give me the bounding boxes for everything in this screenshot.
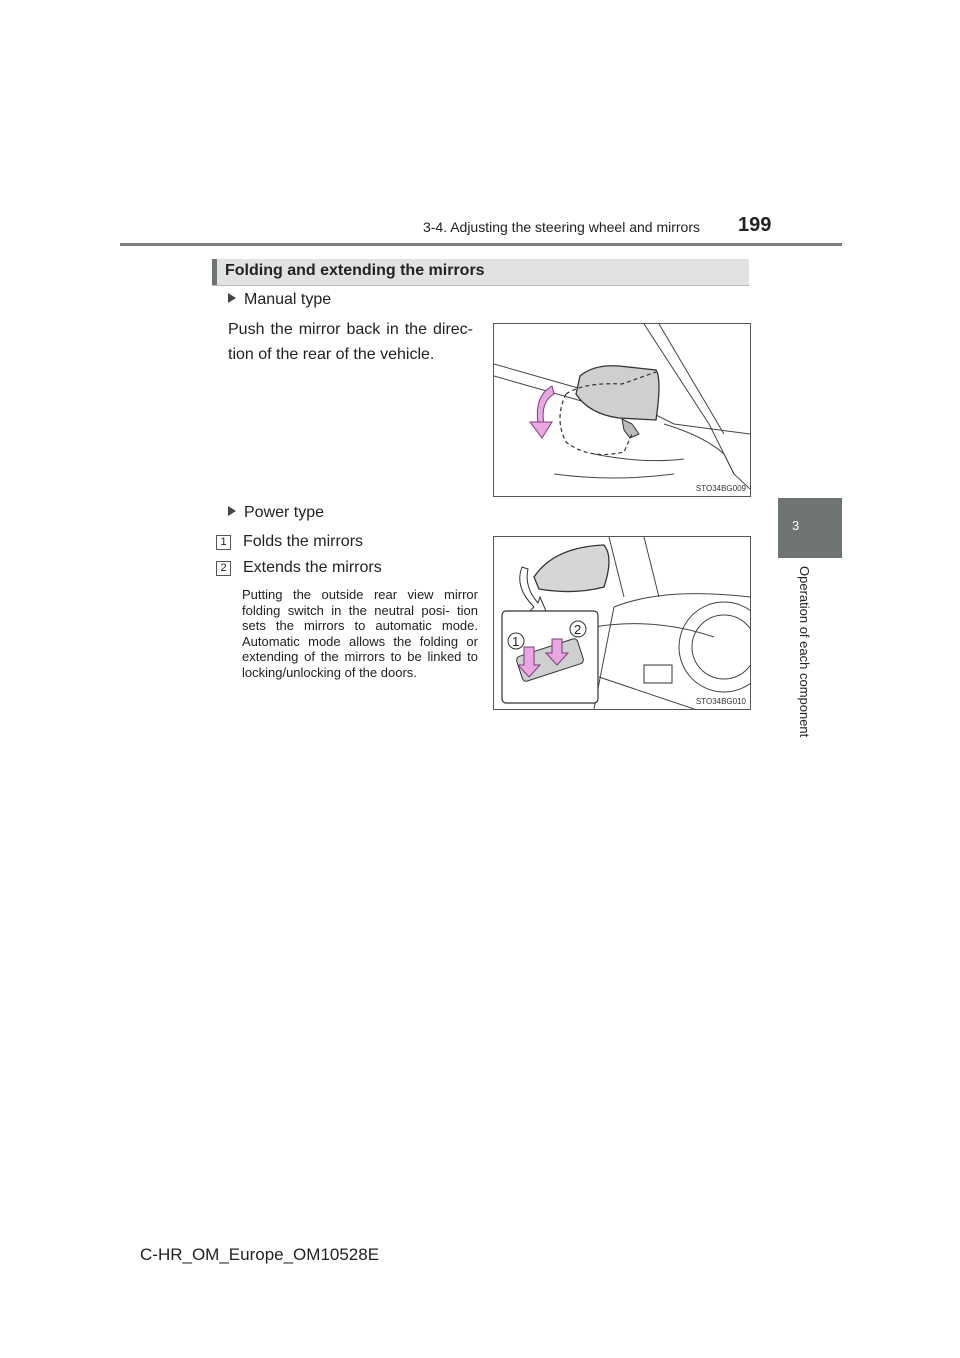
manual-instruction: Push the mirror back in the direc- tion of the rear of the vehicle.: [228, 321, 473, 363]
manual-type-text: Manual type: [244, 291, 332, 308]
step-text: Folds the mirrors: [243, 533, 364, 550]
chapter-number: 3: [792, 518, 800, 533]
step-number-badge: 1: [216, 535, 231, 550]
manual-figure-code: STO34BG009: [695, 484, 746, 493]
step-text: Extends the mirrors: [243, 559, 382, 576]
footer-document-code: C-HR_OM_Europe_OM10528E: [140, 1245, 380, 1264]
power-step-1: [216, 533, 363, 551]
page-number: 199: [738, 214, 772, 236]
step-number-badge: 2: [216, 561, 231, 576]
power-mirror-figure: [493, 536, 751, 710]
power-type-label: [228, 504, 324, 522]
header-section-title: 3-4. Adjusting the steering wheel and mirrors: [422, 219, 700, 235]
figure-callout-1: 1: [512, 634, 520, 649]
section-heading: [212, 259, 749, 286]
chapter-tab: [778, 498, 842, 558]
figure-callout-2: 2: [574, 622, 582, 637]
power-step-2: [216, 559, 382, 577]
mirror-fold-illustration: [494, 324, 750, 496]
power-type-text: Power type: [244, 504, 325, 521]
section-heading-text: Folding and extending the mirrors: [225, 262, 485, 279]
power-figure-code: STO34BG010: [695, 697, 746, 706]
triangle-bullet-icon: [228, 506, 236, 516]
section-heading-accent: [212, 259, 217, 285]
mirror-switch-illustration: [494, 537, 750, 709]
triangle-bullet-icon: [228, 293, 236, 303]
power-note: Putting the outside rear view mirror folding switch in the neutral posi- tion sets the mirrors to automatic mode. Automatic mode allows the folding or extending of the mirrors to be linked to locking/unlocking of the doors.: [242, 587, 478, 680]
chapter-label: Operation of each component: [797, 566, 812, 738]
header-divider: [120, 243, 842, 246]
manual-type-label: [228, 291, 331, 309]
manual-mirror-figure: [493, 323, 751, 497]
